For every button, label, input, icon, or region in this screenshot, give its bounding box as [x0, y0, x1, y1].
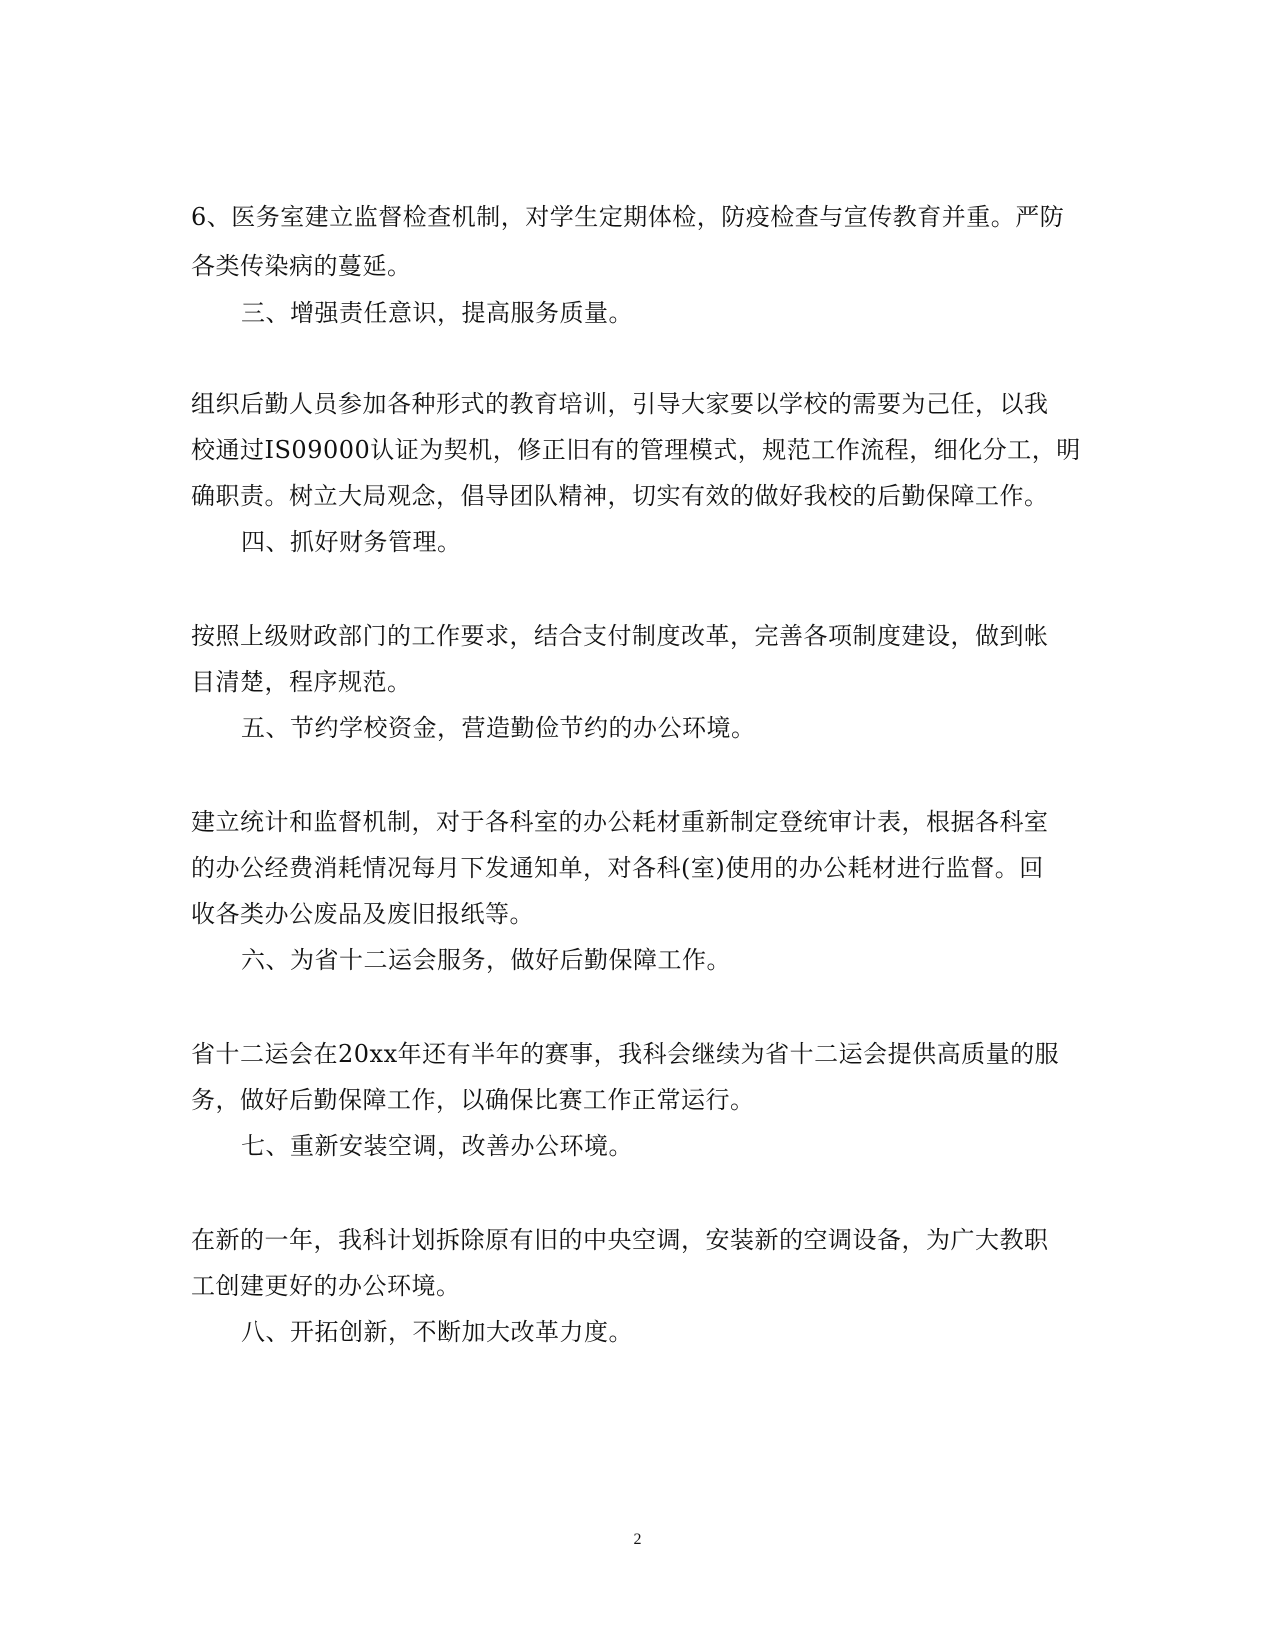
- body-text-line: 按照上级财政部门的工作要求，结合支付制度改革，完善各项制度建设，做到帐: [191, 622, 1049, 650]
- body-text-line: 各类传染病的蔓延。: [191, 252, 412, 280]
- section-heading: 六、为省十二运会服务，做好后勤保障工作。: [241, 946, 731, 974]
- body-text-line: 工创建更好的办公环境。: [191, 1272, 461, 1300]
- section-heading: 八、开拓创新，不断加大改革力度。: [241, 1318, 633, 1346]
- body-text-line: 务，做好后勤保障工作，以确保比赛工作正常运行。: [191, 1086, 755, 1114]
- body-text-line: 在新的一年，我科计划拆除原有旧的中央空调，安装新的空调设备，为广大教职: [191, 1226, 1049, 1254]
- body-text-line: 目清楚，程序规范。: [191, 668, 412, 696]
- section-heading: 三、增强责任意识，提高服务质量。: [241, 299, 633, 327]
- section-heading: 七、重新安装空调，改善办公环境。: [241, 1132, 633, 1160]
- body-text-line: 组织后勤人员参加各种形式的教育培训，引导大家要以学校的需要为己任，以我: [191, 390, 1049, 418]
- body-text-line: 建立统计和监督机制，对于各科室的办公耗材重新制定登统审计表，根据各科室: [191, 808, 1049, 836]
- section-heading: 四、抓好财务管理。: [241, 528, 462, 556]
- body-text-line: 省十二运会在20xx年还有半年的赛事，我科会继续为省十二运会提供高质量的服: [191, 1040, 1060, 1068]
- page-number: 2: [633, 1531, 642, 1548]
- body-text-line: 6、医务室建立监督检查机制，对学生定期体检，防疫检查与宣传教育并重。严防: [191, 203, 1065, 231]
- body-text-line: 收各类办公废品及废旧报纸等。: [191, 900, 534, 928]
- body-text-line: 确职责。树立大局观念，倡导团队精神，切实有效的做好我校的后勤保障工作。: [191, 482, 1049, 510]
- section-heading: 五、节约学校资金，营造勤俭节约的办公环境。: [241, 714, 756, 742]
- body-text-line: 的办公经费消耗情况每月下发通知单，对各科(室)使用的办公耗材进行监督。回: [191, 854, 1044, 882]
- body-text-line: 校通过IS09000认证为契机，修正旧有的管理模式，规范工作流程，细化分工，明: [191, 436, 1081, 464]
